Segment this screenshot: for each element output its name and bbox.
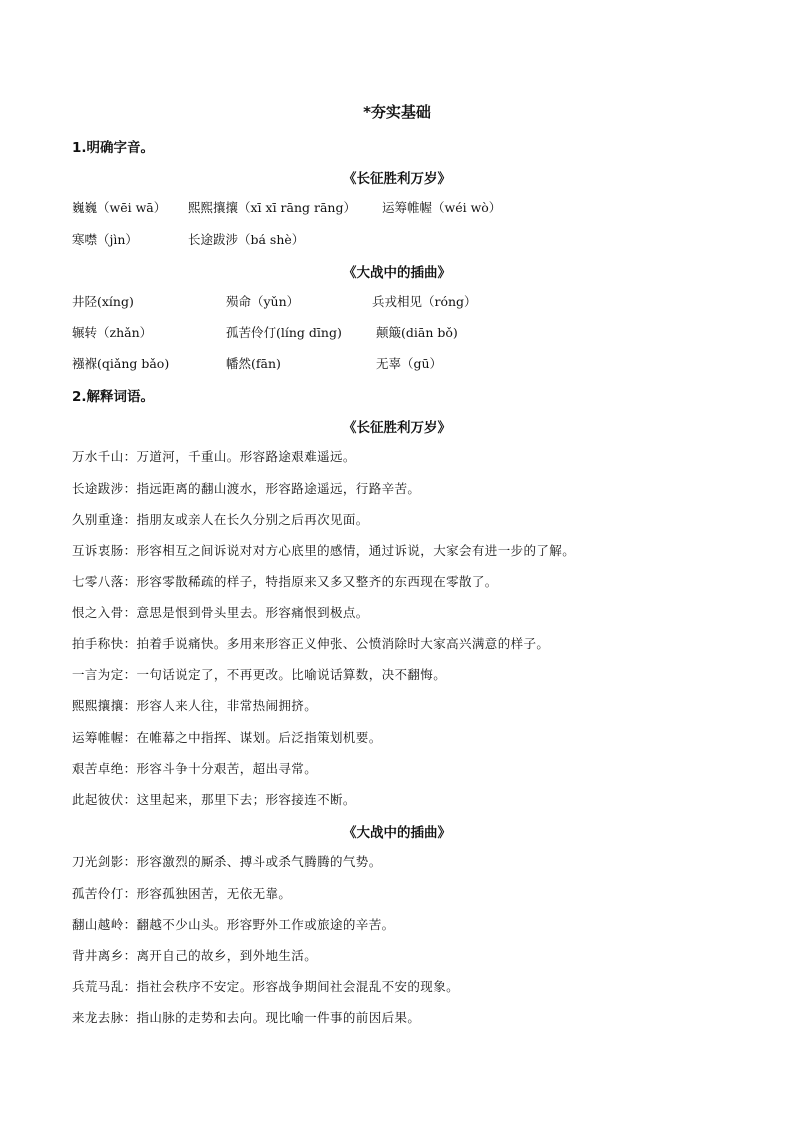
subtitle-changzheng: 《长征胜利万岁》 <box>343 171 451 187</box>
definition-line: 孤苦伶仃：形容孤独困苦，无依无靠。 <box>72 886 292 901</box>
pinyin-row <box>72 354 732 374</box>
pinyin-item: 殒命（yǔn） <box>226 294 300 309</box>
pinyin-item: 寒噤（jìn） <box>72 232 138 247</box>
pinyin-item: 孤苦伶仃(líng dīng) <box>226 325 342 340</box>
definition-line: 熙熙攘攘：形容人来人往，非常热闹拥挤。 <box>72 698 318 713</box>
pinyin-row <box>72 292 732 312</box>
pinyin-item: 熙熙攘攘（xī xī rāng rāng） <box>188 200 356 215</box>
pinyin-row <box>72 198 732 218</box>
definition-line: 互诉衷肠：形容相互之间诉说对对方心底里的感情，通过诉说，大家会有进一步的了解。 <box>72 543 576 558</box>
definition-line: 久别重逢：指朋友或亲人在长久分别之后再次见面。 <box>72 512 369 527</box>
pinyin-item: 长途跋涉（bá shè） <box>188 232 305 247</box>
pinyin-item: 颠簸(diān bǒ) <box>376 325 458 340</box>
pinyin-item: 幡然(fān) <box>226 356 281 371</box>
definition-line: 刀光剑影：形容激烈的厮杀、搏斗或杀气腾腾的气势。 <box>72 854 382 869</box>
pinyin-item: 无辜（gū） <box>376 356 443 371</box>
definition-line: 万水千山：万道河，千重山。形容路途艰难遥远。 <box>72 449 356 464</box>
definition-line: 运筹帷幄：在帷幕之中指挥、谋划。后泛指策划机要。 <box>72 730 382 745</box>
pinyin-row <box>72 323 732 343</box>
definition-line: 恨之入骨：意思是恨到骨头里去。形容痛恨到极点。 <box>72 605 369 620</box>
definition-line: 长途跋涉：指远距离的翻山渡水，形容路途遥远，行路辛苦。 <box>72 481 421 496</box>
pinyin-row <box>72 230 732 250</box>
definition-line: 七零八落：形容零散稀疏的样子，特指原来又多又整齐的东西现在零散了。 <box>72 574 498 589</box>
pinyin-item: 辗转（zhǎn） <box>72 325 153 340</box>
pinyin-item: 襁褓(qiǎng bǎo) <box>72 356 170 371</box>
definition-line: 一言为定：一句话说定了，不再更改。比喻说话算数，决不翻悔。 <box>72 667 447 682</box>
definition-line: 兵荒马乱：指社会秩序不安定。形容战争期间社会混乱不安的现象。 <box>72 979 460 994</box>
definition-line: 艰苦卓绝：形容斗争十分艰苦，超出寻常。 <box>72 761 318 776</box>
pinyin-item: 运筹帷幄（wéi wò） <box>382 200 502 215</box>
definition-line: 翻山越岭：翻越不少山头。形容野外工作或旅途的辛苦。 <box>72 917 395 932</box>
pinyin-item: 兵戎相见（róng） <box>372 294 477 309</box>
pinyin-item: 井陉(xíng) <box>72 294 134 309</box>
subtitle-changzheng: 《长征胜利万岁》 <box>343 420 451 436</box>
section-heading-vocabulary: 2.解释词语。 <box>72 389 155 405</box>
definition-line: 此起彼伏：这里起来，那里下去；形容接连不断。 <box>72 792 356 807</box>
definition-line: 来龙去脉：指山脉的走势和去向。现比喻一件事的前因后果。 <box>72 1010 421 1025</box>
definition-line: 背井离乡：离开自己的故乡，到外地生活。 <box>72 948 318 963</box>
subtitle-dazhan: 《大战中的插曲》 <box>343 265 451 281</box>
section-heading-pronunciation: 1.明确字音。 <box>72 140 155 156</box>
pinyin-item: 巍巍（wēi wā） <box>72 200 167 215</box>
page-title: *夯实基础 <box>363 103 431 121</box>
subtitle-dazhan: 《大战中的插曲》 <box>343 825 451 841</box>
definition-line: 拍手称快：拍着手说痛快。多用来形容正义伸张、公愤消除时大家高兴满意的样子。 <box>72 636 550 651</box>
